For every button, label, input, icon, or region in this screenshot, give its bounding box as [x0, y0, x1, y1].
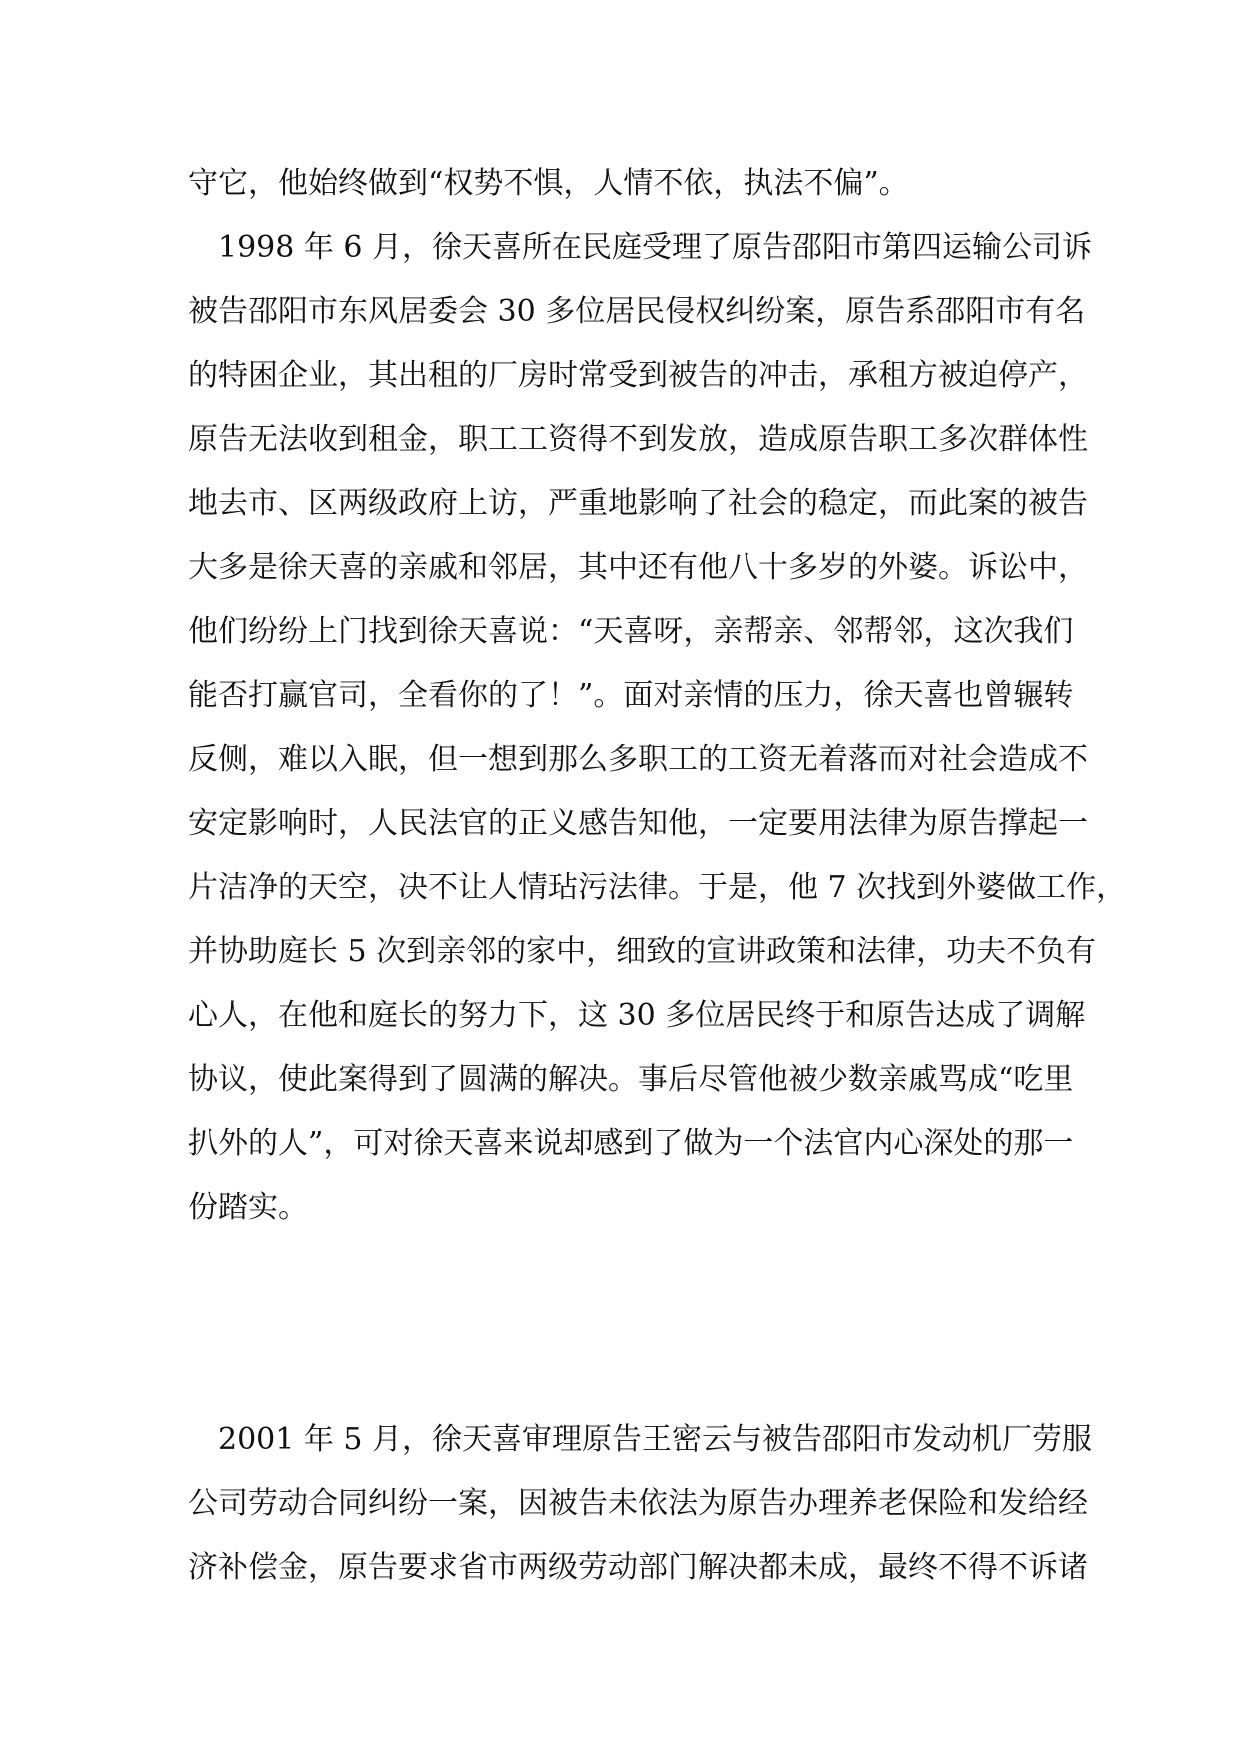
text-line: 2001 年 5 月，徐天喜审理原告王密云与被告邵阳市发动机厂劳服 — [188, 1422, 1093, 1457]
text-line: 大多是徐天喜的亲戚和邻居，其中还有他八十多岁的外婆。诉讼中， — [188, 550, 1088, 585]
text-line: 济补偿金，原告要求省市两级劳动部门解决都未成，最终不得不诉诸 — [188, 1550, 1088, 1585]
text-line: 并协助庭长 5 次到亲邻的家中，细致的宣讲政策和法律，功夫不负有 — [188, 934, 1097, 969]
paragraph-1 — [188, 152, 1127, 1240]
text-line: 安定影响时，人民法官的正义感告知他，一定要用法律为原告撑起一 — [188, 806, 1088, 841]
text-line: 心人，在他和庭长的努力下，这 30 多位居民终于和原告达成了调解 — [188, 998, 1086, 1033]
text-line: 能否打赢官司，全看你的了！”。面对亲情的压力，徐天喜也曾辗转 — [188, 678, 1074, 713]
text-line: 地去市、区两级政府上访，严重地影响了社会的稳定，而此案的被告 — [188, 486, 1088, 521]
text-line: 1998 年 6 月，徐天喜所在民庭受理了原告邵阳市第四运输公司诉 — [188, 230, 1093, 265]
text-line: 的特困企业，其出租的厂房时常受到被告的冲击，承租方被迫停产， — [188, 358, 1088, 393]
text-line: 原告无法收到租金，职工工资得不到发放，造成原告职工多次群体性 — [188, 422, 1088, 457]
text-line: 份踏实。 — [188, 1190, 308, 1225]
paragraph-2 — [188, 1408, 1093, 1600]
text-line: 反侧，难以入眠，但一想到那么多职工的工资无着落而对社会造成不 — [188, 742, 1088, 777]
text-line: 公司劳动合同纠纷一案，因被告未依法为原告办理养老保险和发给经 — [188, 1486, 1088, 1521]
text-line: 扒外的人”，可对徐天喜来说却感到了做为一个法官内心深处的那一 — [188, 1126, 1074, 1161]
text-line: 守它，他始终做到“权势不惧，人情不依，执法不偏”。 — [188, 166, 909, 201]
text-line: 片洁净的天空，决不让人情玷污法律。于是，他 7 次找到外婆做工作， — [188, 870, 1127, 905]
text-line: 他们纷纷上门找到徐天喜说：“天喜呀，亲帮亲、邻帮邻，这次我们 — [188, 614, 1074, 649]
text-line: 协议，使此案得到了圆满的解决。事后尽管他被少数亲戚骂成“吃里 — [188, 1062, 1074, 1097]
text-line: 被告邵阳市东风居委会 30 多位居民侵权纠纷案，原告系邵阳市有名 — [188, 294, 1086, 329]
